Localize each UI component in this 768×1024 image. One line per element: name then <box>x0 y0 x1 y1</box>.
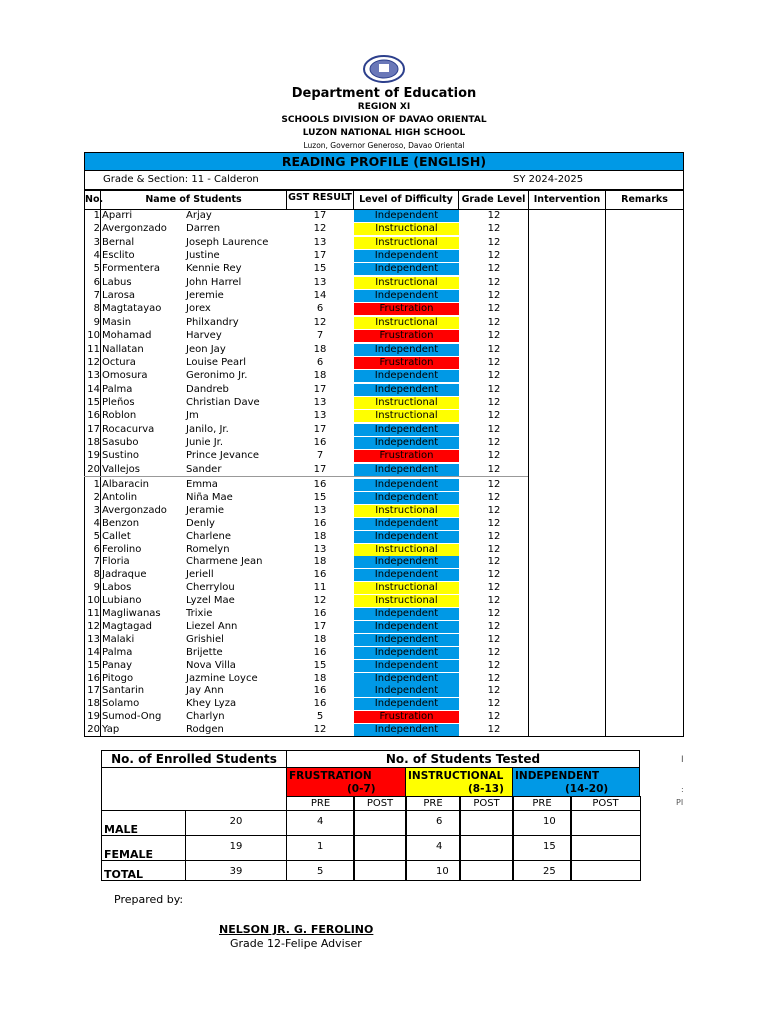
grade-level: 12 <box>487 659 501 671</box>
gst-result: 5 <box>316 711 324 723</box>
student-last-name: Palma <box>102 383 133 395</box>
row-number: 9 <box>93 316 100 328</box>
student-first-name: Philxandry <box>186 316 239 328</box>
row-number: 4 <box>93 250 100 262</box>
gst-result: 14 <box>313 290 327 302</box>
student-last-name: Jadraque <box>102 569 147 581</box>
student-first-name: Joseph Laurence <box>186 236 269 248</box>
row-number: 14 <box>87 646 100 658</box>
student-last-name: Nallatan <box>102 343 144 355</box>
difficulty-level: Independent <box>354 210 459 222</box>
row-number: 12 <box>87 620 100 632</box>
difficulty-level: Independent <box>354 518 459 530</box>
student-first-name: Jeon Jay <box>186 343 226 355</box>
student-last-name: Antolin <box>102 491 138 503</box>
student-first-name: Geronimo Jr. <box>186 370 248 382</box>
gst-result: 6 <box>316 303 324 315</box>
preparer-name: NELSON JR. G. FEROLINO <box>219 923 374 936</box>
grade-level: 12 <box>487 383 501 395</box>
difficulty-level: Independent <box>354 437 459 449</box>
summary-row-label: TOTAL <box>101 860 186 881</box>
student-first-name: Romelyn <box>186 543 230 555</box>
difficulty-level: Instructional <box>354 410 459 422</box>
row-number: 7 <box>93 290 100 302</box>
row-number: 4 <box>93 517 100 529</box>
difficulty-level: Independent <box>354 685 459 697</box>
difficulty-level: Instructional <box>354 544 459 556</box>
row-number: 1 <box>93 210 100 221</box>
difficulty-level: Instructional <box>354 223 459 235</box>
gst-result: 16 <box>313 517 327 529</box>
gst-result: 12 <box>313 724 327 736</box>
pre-count: 10 <box>405 860 461 881</box>
difficulty-level: Independent <box>354 370 459 382</box>
prepared-by-label: Prepared by: <box>114 893 184 906</box>
student-first-name: Jeriell <box>186 569 214 581</box>
gst-result: 13 <box>313 504 327 516</box>
grade-level: 12 <box>487 646 501 658</box>
grade-level: 12 <box>487 396 501 408</box>
col-gst: GST RESULT <box>286 190 354 210</box>
school-address: Luzon, Governor Generoso, Davao Oriental <box>303 141 465 150</box>
difficulty-level: Instructional <box>354 595 459 607</box>
difficulty-level: Frustration <box>354 303 459 315</box>
pre-count: 4 <box>405 835 461 861</box>
gst-result: 16 <box>313 479 327 490</box>
pre-count: 1 <box>286 835 355 861</box>
gst-result: 7 <box>316 330 324 342</box>
student-first-name: Jay Ann <box>186 685 224 697</box>
gst-result: 17 <box>313 383 327 395</box>
difficulty-level: Instructional <box>354 277 459 289</box>
enrolled-count: 39 <box>185 860 287 881</box>
preparer-title: Grade 12-Felipe Adviser <box>230 937 362 950</box>
student-last-name: Bernal <box>102 236 135 248</box>
gst-result: 17 <box>313 463 327 475</box>
row-number: 7 <box>93 556 100 568</box>
student-last-name: Sustino <box>102 450 140 462</box>
student-first-name: Niña Mae <box>186 491 233 503</box>
gst-result: 18 <box>313 370 327 382</box>
row-number: 20 <box>87 463 100 475</box>
post-label: POST <box>353 796 407 811</box>
row-number: 5 <box>93 530 100 542</box>
row-number: 16 <box>87 672 100 684</box>
difficulty-level: Independent <box>354 660 459 672</box>
grade-level: 12 <box>487 517 501 529</box>
difficulty-level: Independent <box>354 479 459 491</box>
grade-level: 12 <box>487 356 501 368</box>
student-first-name: Jorex <box>186 303 211 315</box>
student-last-name: Mohamad <box>102 330 152 342</box>
grade-level: 12 <box>487 698 501 710</box>
row-number: 14 <box>87 383 100 395</box>
row-number: 15 <box>87 659 100 671</box>
student-last-name: Palma <box>102 646 133 658</box>
pre-count: 10 <box>512 810 572 836</box>
frustration-header: FRUSTRATION (0-7) <box>286 767 406 797</box>
row-number: 15 <box>87 396 100 408</box>
grade-level: 12 <box>487 556 501 568</box>
difficulty-level: Frustration <box>354 711 459 723</box>
student-last-name: Vallejos <box>102 463 141 475</box>
gst-result: 18 <box>313 672 327 684</box>
difficulty-level: Independent <box>354 464 459 476</box>
grade-level: 12 <box>487 370 501 382</box>
student-last-name: Octura <box>102 356 136 368</box>
school-year: SY 2024-2025 <box>513 174 584 185</box>
post-count <box>353 835 407 861</box>
student-last-name: Formentera <box>102 263 160 275</box>
grade-level: 12 <box>487 504 501 516</box>
difficulty-level: Independent <box>354 290 459 302</box>
student-first-name: Jazmine Loyce <box>186 672 258 684</box>
grade-level: 12 <box>487 711 501 723</box>
pre-count: 25 <box>512 860 572 881</box>
gst-result: 17 <box>313 250 327 262</box>
post-count <box>459 835 514 861</box>
row-number: 5 <box>93 263 100 275</box>
student-last-name: Floria <box>102 556 130 568</box>
gst-result: 11 <box>313 582 327 594</box>
student-first-name: Justine <box>186 250 220 262</box>
pre-label: PRE <box>405 796 461 811</box>
gst-result: 15 <box>313 491 327 503</box>
row-number: 6 <box>93 543 100 555</box>
col-no: No. <box>84 190 101 210</box>
gst-result: 6 <box>316 356 324 368</box>
gst-result: 15 <box>313 263 327 275</box>
grade-level: 12 <box>487 479 501 490</box>
grade-level: 12 <box>487 250 501 262</box>
student-last-name: Masin <box>102 316 132 328</box>
post-count <box>570 835 641 861</box>
instructional-header: INSTRUCTIONAL (8-13) <box>405 767 513 797</box>
row-number: 18 <box>87 436 100 448</box>
row-number: 8 <box>93 569 100 581</box>
student-first-name: Lyzel Mae <box>186 595 235 607</box>
gst-result: 18 <box>313 343 327 355</box>
independent-header: INDEPENDENT (14-20) <box>512 767 640 797</box>
student-first-name: Charlyn <box>186 711 225 723</box>
student-last-name: Lubiano <box>102 595 142 607</box>
student-first-name: Junie Jr. <box>186 436 224 448</box>
student-first-name: Nova Villa <box>186 659 236 671</box>
gst-result: 16 <box>313 685 327 697</box>
difficulty-level: Instructional <box>354 237 459 249</box>
gst-result: 16 <box>313 698 327 710</box>
row-number: 3 <box>93 236 100 248</box>
row-number: 2 <box>93 223 100 235</box>
student-last-name: Esclito <box>102 250 135 262</box>
difficulty-level: Independent <box>354 250 459 262</box>
gst-result: 15 <box>313 659 327 671</box>
gst-result: 13 <box>313 276 327 288</box>
difficulty-level: Instructional <box>354 317 459 329</box>
difficulty-level: Independent <box>354 531 459 543</box>
deped-seal-icon <box>362 55 406 83</box>
student-last-name: Malaki <box>102 633 135 645</box>
row-number: 10 <box>87 595 100 607</box>
grade-level: 12 <box>487 276 501 288</box>
student-last-name: Avergonzado <box>102 223 167 235</box>
region-label: REGION XI <box>357 102 411 112</box>
post-count <box>570 810 641 836</box>
student-first-name: Louise Pearl <box>186 356 247 368</box>
post-label: POST <box>570 796 641 811</box>
grade-level: 12 <box>487 724 501 736</box>
student-first-name: Jm <box>186 410 199 422</box>
student-last-name: Larosa <box>102 290 136 302</box>
row-number: 2 <box>93 491 100 503</box>
grade-level: 12 <box>487 436 501 448</box>
row-number: 9 <box>93 582 100 594</box>
row-number: 6 <box>93 276 100 288</box>
student-first-name: Janilo, Jr. <box>186 423 229 435</box>
difficulty-level: Frustration <box>354 357 459 369</box>
student-first-name: Liezel Ann <box>186 620 238 632</box>
pre-label: PRE <box>286 796 355 811</box>
student-first-name: Brijette <box>186 646 223 658</box>
grade-level: 12 <box>487 450 501 462</box>
grade-level: 12 <box>487 543 501 555</box>
difficulty-level: Independent <box>354 724 459 736</box>
enrolled-blank <box>101 767 287 811</box>
gst-result: 16 <box>313 608 327 619</box>
difficulty-level: Instructional <box>354 397 459 409</box>
student-last-name: Santarin <box>102 685 145 697</box>
row-number: 20 <box>87 724 100 736</box>
grade-level: 12 <box>487 223 501 235</box>
pre-label: PRE <box>512 796 572 811</box>
student-last-name: Pitogo <box>102 672 134 684</box>
gst-result: 17 <box>313 423 327 435</box>
student-first-name: Charlene <box>186 530 231 542</box>
summary-row-label: MALE <box>101 810 186 836</box>
difficulty-level: Instructional <box>354 505 459 517</box>
difficulty-level: Independent <box>354 634 459 646</box>
enrolled-count: 20 <box>185 810 287 836</box>
grade-level: 12 <box>487 685 501 697</box>
student-last-name: Ferolino <box>102 543 142 555</box>
post-count <box>459 860 514 881</box>
pre-count: 15 <box>512 835 572 861</box>
grade-level: 12 <box>487 608 501 619</box>
student-first-name: Arjay <box>186 210 212 221</box>
col-intervention: Intervention <box>528 190 606 210</box>
pre-count: 5 <box>286 860 355 881</box>
gst-result: 7 <box>316 450 324 462</box>
student-last-name: Omosura <box>102 370 148 382</box>
post-count <box>353 810 407 836</box>
summary-row-label: FEMALE <box>101 835 186 861</box>
row-number: 13 <box>87 633 100 645</box>
col-grade: Grade Level <box>458 190 529 210</box>
enrolled-count: 19 <box>185 835 287 861</box>
gst-result: 13 <box>313 396 327 408</box>
row-number: 11 <box>87 343 100 355</box>
student-last-name: Magtatayao <box>102 303 162 315</box>
student-first-name: Trixie <box>186 608 213 619</box>
student-first-name: Harvey <box>186 330 222 342</box>
row-number: 19 <box>87 450 100 462</box>
row-number: 13 <box>87 370 100 382</box>
gst-result: 12 <box>313 316 327 328</box>
pre-count: 6 <box>405 810 461 836</box>
grade-level: 12 <box>487 330 501 342</box>
student-last-name: Magtagad <box>102 620 152 632</box>
difficulty-level: Frustration <box>354 330 459 342</box>
student-first-name: Emma <box>186 479 218 490</box>
gst-result: 16 <box>313 436 327 448</box>
gst-result: 13 <box>313 236 327 248</box>
student-last-name: Albaracin <box>102 479 149 490</box>
difficulty-level: Independent <box>354 673 459 685</box>
student-first-name: Charmene Jean <box>186 556 263 568</box>
gst-result: 17 <box>313 210 327 221</box>
grade-level: 12 <box>487 463 501 475</box>
difficulty-level: Independent <box>354 424 459 436</box>
row-number: 16 <box>87 410 100 422</box>
row-number: 8 <box>93 303 100 315</box>
grade-level: 12 <box>487 530 501 542</box>
school-name: LUZON NATIONAL HIGH SCHOOL <box>302 128 466 138</box>
student-last-name: Sasubo <box>102 436 139 448</box>
student-last-name: Labus <box>102 276 132 288</box>
difficulty-level: Instructional <box>354 582 459 594</box>
division-label: SCHOOLS DIVISION OF DAVAO ORIENTAL <box>281 115 487 125</box>
post-count <box>353 860 407 881</box>
student-first-name: Christian Dave <box>186 396 260 408</box>
difficulty-level: Independent <box>354 344 459 356</box>
row-number: 19 <box>87 711 100 723</box>
row-number: 17 <box>87 685 100 697</box>
student-first-name: Prince Jevance <box>186 450 260 462</box>
grade-level: 12 <box>487 423 501 435</box>
gst-result: 16 <box>313 569 327 581</box>
row-number: 11 <box>87 608 100 619</box>
student-first-name: Sander <box>186 463 222 475</box>
post-count <box>459 810 514 836</box>
col-name: Name of Students <box>100 190 287 210</box>
report-title: READING PROFILE (ENGLISH) <box>84 152 684 171</box>
grade-level: 12 <box>487 569 501 581</box>
difficulty-level: Independent <box>354 263 459 275</box>
grade-level: 12 <box>487 343 501 355</box>
difficulty-level: Independent <box>354 556 459 568</box>
student-last-name: Callet <box>102 530 131 542</box>
student-last-name: Benzon <box>102 517 140 529</box>
row-number: 3 <box>93 504 100 516</box>
row-number: 10 <box>87 330 100 342</box>
gst-result: 18 <box>313 556 327 568</box>
grade-level: 12 <box>487 316 501 328</box>
post-count <box>570 860 641 881</box>
student-last-name: Yap <box>102 724 120 736</box>
student-first-name: Jeramie <box>186 504 225 516</box>
difficulty-level: Independent <box>354 621 459 633</box>
student-first-name: Rodgen <box>186 724 224 736</box>
department-title: Department of Education <box>291 86 477 101</box>
student-last-name: Sumod-Ong <box>102 711 162 723</box>
gst-result: 12 <box>313 595 327 607</box>
difficulty-level: Independent <box>354 698 459 710</box>
student-first-name: Cherrylou <box>186 582 235 594</box>
student-first-name: Denly <box>186 517 215 529</box>
student-last-name: Roblon <box>102 410 137 422</box>
grade-level: 12 <box>487 263 501 275</box>
difficulty-level: Frustration <box>354 450 459 462</box>
gst-result: 16 <box>313 646 327 658</box>
enrolled-header: No. of Enrolled Students <box>101 750 287 768</box>
student-last-name: Panay <box>102 659 133 671</box>
grade-level: 12 <box>487 410 501 422</box>
col-level: Level of Difficulty <box>353 190 459 210</box>
tested-header: No. of Students Tested <box>286 750 640 768</box>
student-last-name: Solamo <box>102 698 140 710</box>
difficulty-level: Independent <box>354 647 459 659</box>
info-row <box>84 171 684 190</box>
grade-section: Grade & Section: 11 - Calderon <box>103 174 259 185</box>
student-first-name: Grishiel <box>186 633 224 645</box>
student-last-name: Magliwanas <box>102 608 161 619</box>
difficulty-level: Independent <box>354 384 459 396</box>
student-last-name: Rocacurva <box>102 423 155 435</box>
gst-result: 18 <box>313 530 327 542</box>
student-first-name: Dandreb <box>186 383 229 395</box>
gst-result: 13 <box>313 410 327 422</box>
row-number: 18 <box>87 698 100 710</box>
grade-level: 12 <box>487 210 501 221</box>
grade-level: 12 <box>487 633 501 645</box>
grade-level: 12 <box>487 491 501 503</box>
gst-result: 12 <box>313 223 327 235</box>
grade-level: 12 <box>487 290 501 302</box>
difficulty-level: Independent <box>354 492 459 504</box>
col-remarks: Remarks <box>605 190 684 210</box>
row-number: 1 <box>93 479 100 490</box>
grade-level: 12 <box>487 620 501 632</box>
post-label: POST <box>459 796 514 811</box>
grade-level: 12 <box>487 236 501 248</box>
grade-level: 12 <box>487 582 501 594</box>
gst-result: 13 <box>313 543 327 555</box>
student-last-name: Labos <box>102 582 132 594</box>
gst-result: 18 <box>313 633 327 645</box>
difficulty-level: Independent <box>354 608 459 620</box>
student-first-name: Jeremie <box>186 290 224 302</box>
gst-result: 17 <box>313 620 327 632</box>
row-number: 12 <box>87 356 100 368</box>
student-last-name: Avergonzado <box>102 504 167 516</box>
pre-count: 4 <box>286 810 355 836</box>
grade-level: 12 <box>487 595 501 607</box>
student-last-name: Aparri <box>102 210 133 221</box>
student-first-name: Darren <box>186 223 221 235</box>
grade-level: 12 <box>487 303 501 315</box>
student-first-name: Khey Lyza <box>186 698 237 710</box>
student-first-name: John Harrel <box>186 276 242 288</box>
row-number: 17 <box>87 423 100 435</box>
grade-level: 12 <box>487 672 501 684</box>
student-last-name: Pleños <box>102 396 135 408</box>
student-first-name: Kennie Rey <box>186 263 242 275</box>
difficulty-level: Independent <box>354 569 459 581</box>
